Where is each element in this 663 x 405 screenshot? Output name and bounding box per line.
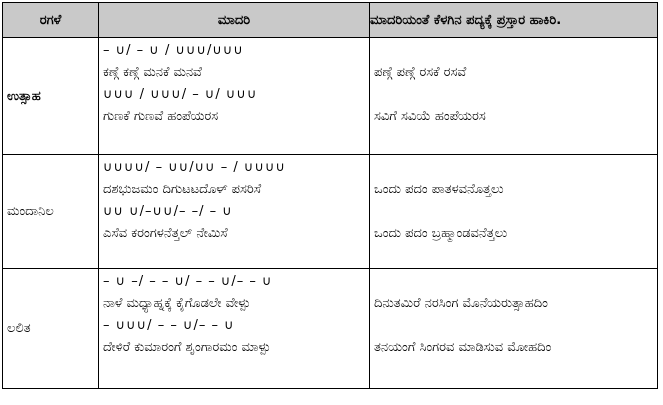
blank-line [374,157,653,179]
verse-line: ಗುಣಕೆ ಗುಣವೆ ಹಂಪೆಯರಸ [103,109,219,124]
ragale-name-cell: ಲಲಿತ [3,269,99,389]
meter-line: – ∪∪∪/ – – ∪/– – ∪ [103,318,235,333]
exercise-verse-line: ಒಂದು ಪದಂ ಪಾತಳವನೊತ್ತಲು [374,182,504,197]
blank-line [374,201,653,223]
blank-line [374,315,653,337]
ragale-name-cell: ಮಂದಾನಿಲ [3,155,99,269]
meter-line: ∪∪∪ / ∪∪∪/ – ∪/ ∪∪∪ [103,87,258,102]
exercise-verse-line: ದಿನುತಮಿರೆ ನರಸಿಂಗ ಮೊನೆಯರುತ್ಸಾಹದಿಂ [374,296,548,311]
verse-line: ನಾಳೆ ಮಧ್ಯಾಹ್ನಕ್ಕೆ ಕೈಗೊಡಲೇ ವೇಳ್ಪು [103,296,251,311]
header-ragale: ರಗಳೆ [3,3,99,38]
meter-line: – ∪ –/ – – ∪/ – – ∪/– – ∪ [103,274,273,289]
model-cell [99,38,370,155]
blank-line [374,40,653,62]
exercise-verse-line: ಒಂದು ಪದಂ ಬ್ರಹ್ಮಾಂಡವನೆತ್ತಲು [374,226,508,241]
verse-line: ದಶಭುಜಮಂ ದಿಗುಟಟದೊಳ್ ಪಸರಿಸೆ [103,182,262,197]
exercise-cell [370,269,658,389]
blank-line [374,271,653,293]
exercise-verse-line: ಪಣ್ಗೆ ಪಣ್ಗೆ ರಸಕೆ ರಸವೆ [374,65,467,80]
blank-line [374,84,653,106]
meter-line: – ∪/ – ∪ / ∪∪∪/∪∪∪ [103,43,244,58]
exercise-verse-line: ತನಯಂಗೆ ಸಿಂಗರವ ಮಾಡಿಸುವ ಮೋಹದಿಂ [374,340,552,355]
exercise-cell [370,155,658,269]
meter-line: ∪∪ ∪/–∪∪/– –/ – ∪ [103,204,233,219]
model-cell [99,269,370,389]
header-model: ಮಾದರಿ [99,3,370,38]
verse-line: ಕಣ್ಗೆ ಕಣ್ಗೆ ಮನಕೆ ಮನವೆ [103,65,202,80]
header-exercise: ಮಾದರಿಯಂತೆ ಕೆಳಗಿನ ಪದ್ಯಕ್ಕೆ ಪ್ರಸ್ತಾರ ಹಾಕಿರಿ. [370,3,658,38]
header-row [3,3,658,38]
table-row [3,269,658,389]
ragale-name-cell: ಉತ್ಸಾಹ [3,38,99,155]
table-row [3,155,658,269]
exercise-verse-line: ಸವಿಗೆ ಸವಿಯೆ ಹಂಪೆಯರಸ [374,109,486,124]
table-row [3,38,658,155]
verse-line: ಎಸೆವ ಕರಂಗಳನೆತ್ತಲ್ ನೇಮಿಸೆ [103,226,228,241]
exercise-cell [370,38,658,155]
meter-line: ∪∪∪∪/ – ∪∪/∪∪ – / ∪∪∪∪ [103,160,286,175]
verse-line: ದೇಳಿರೆ ಕುಮಾರಂಗೆ ಶೃಂಗಾರಮಂ ಮಾಳ್ಪು [103,340,271,355]
prosody-table [2,2,658,389]
prosody-sheet [2,2,657,399]
model-cell [99,155,370,269]
